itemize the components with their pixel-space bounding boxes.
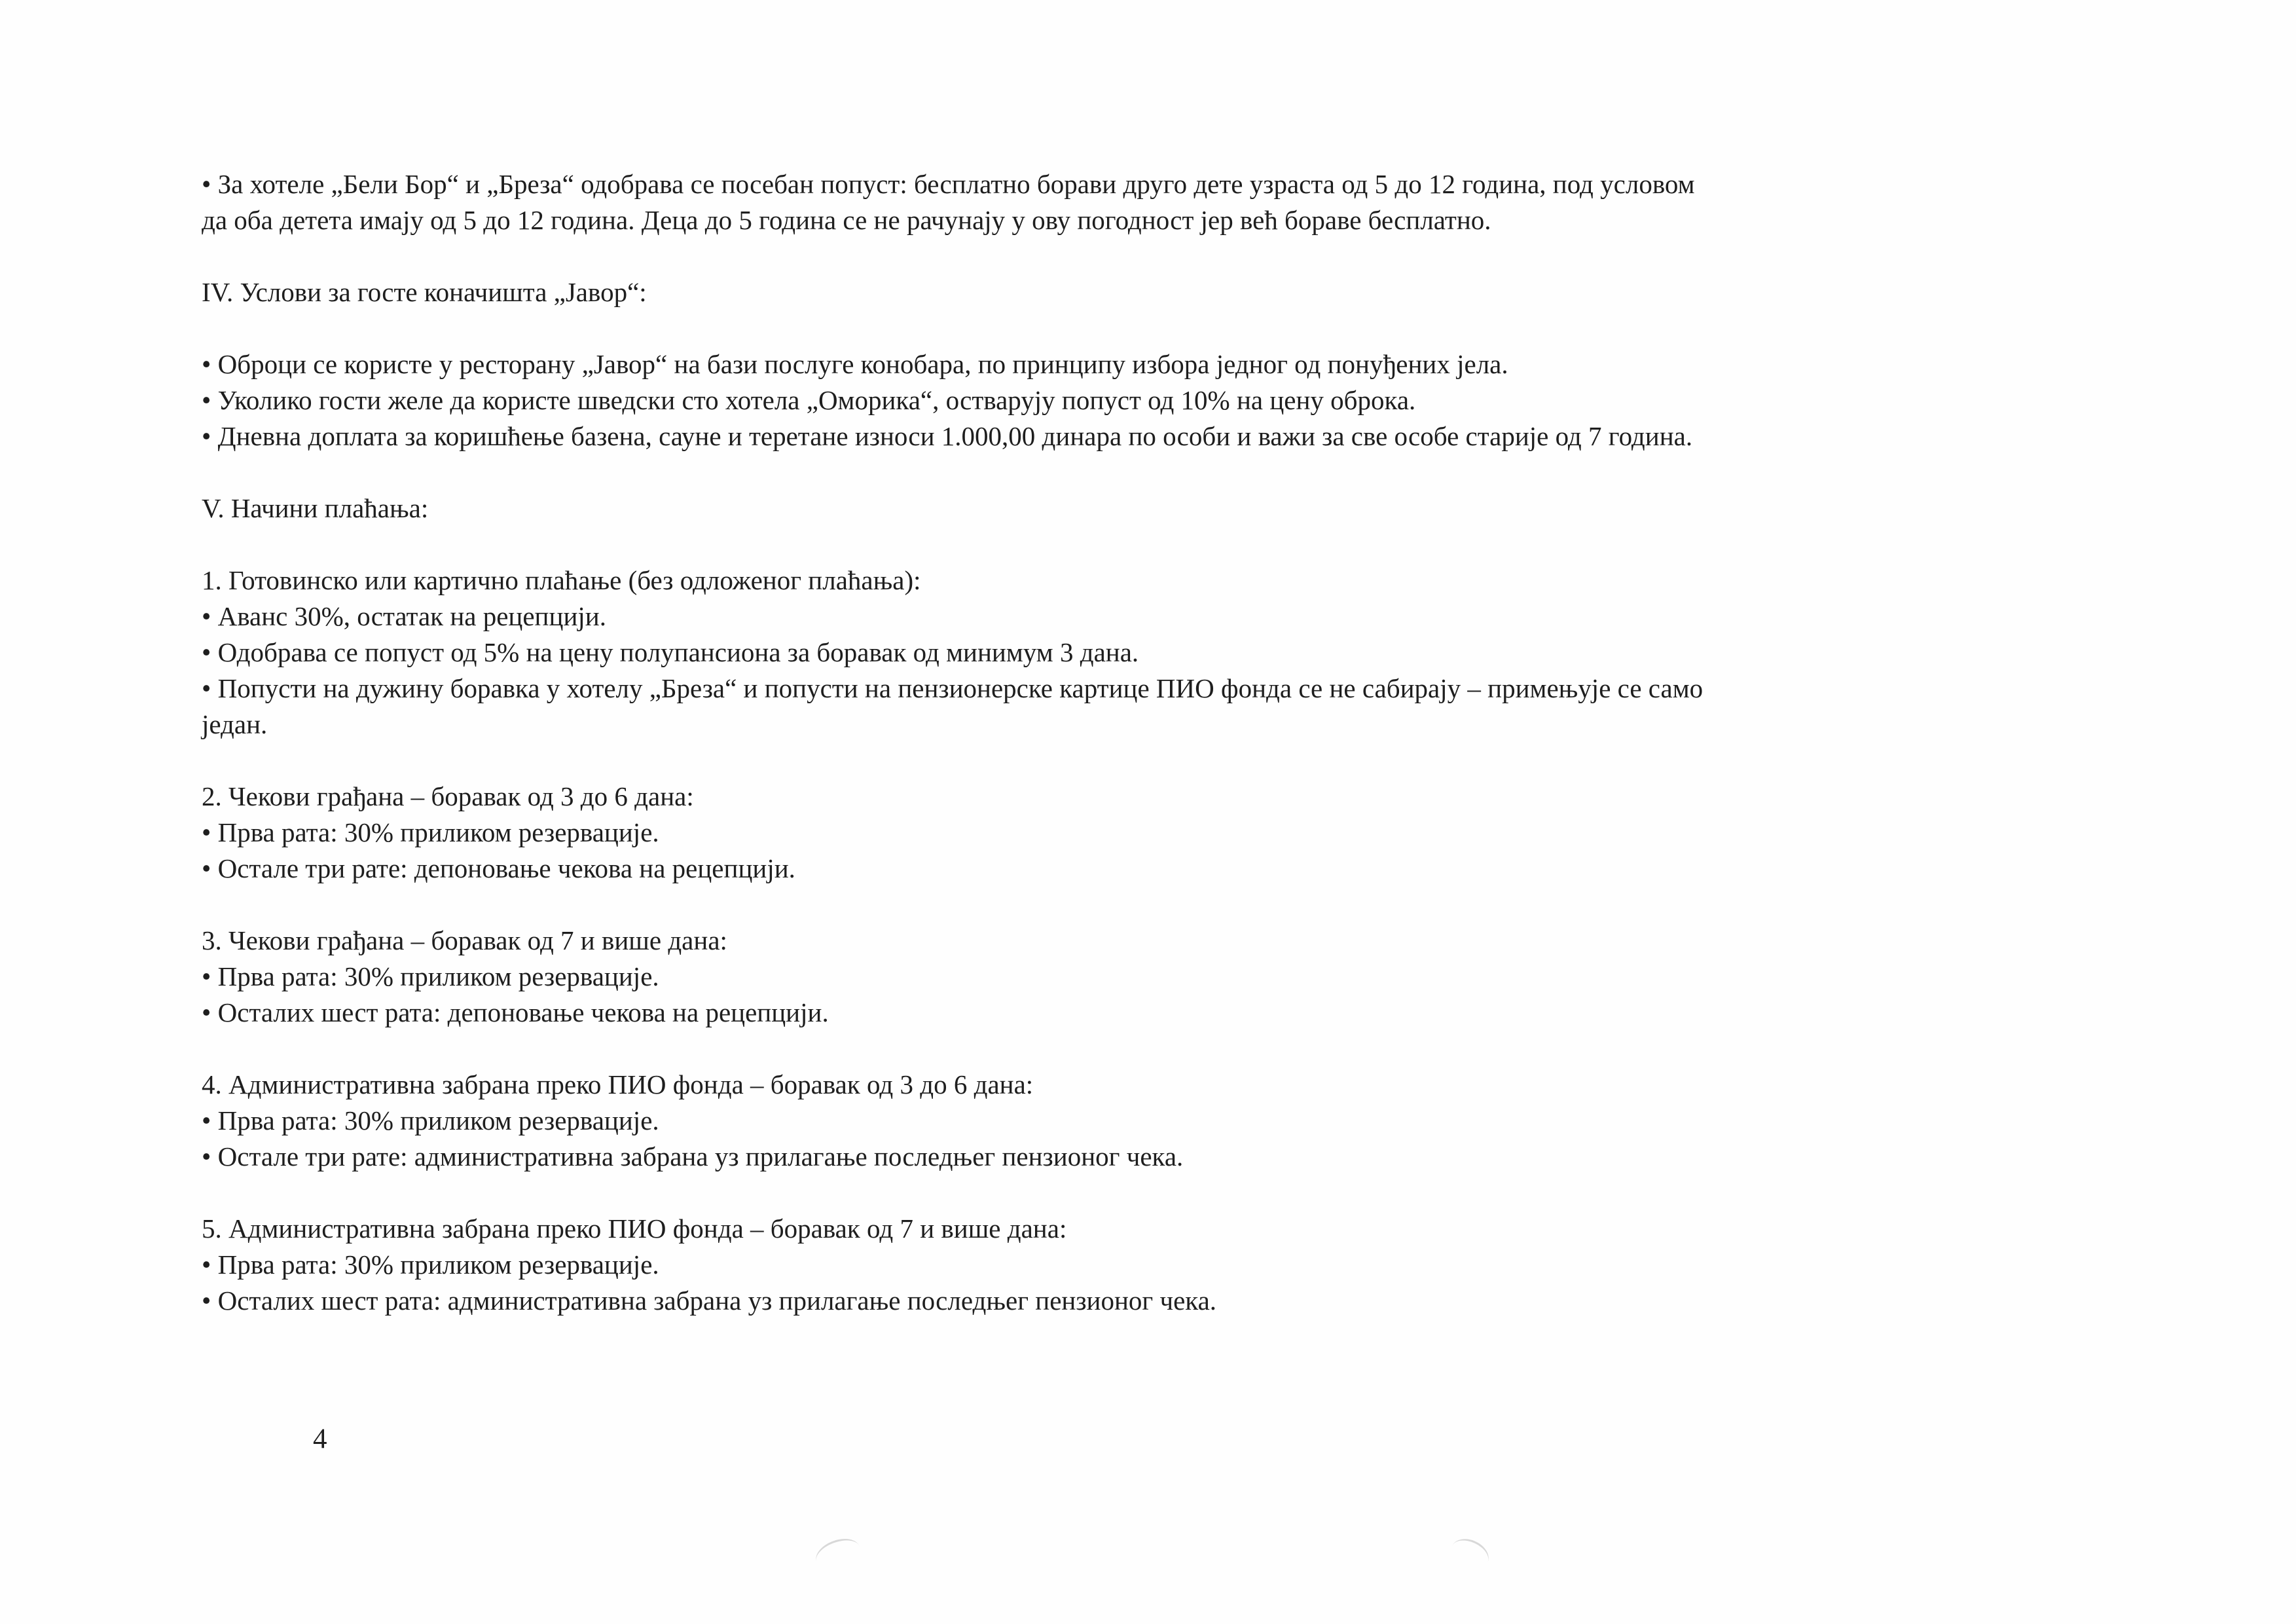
bullet-line: • Прва рата: 30% приликом резервације. bbox=[202, 1105, 659, 1135]
bullet-line: • Осталих шест рата: депоновање чекова на рецепцији. bbox=[202, 997, 829, 1027]
paragraph-gap bbox=[202, 526, 1969, 563]
bullet-line: • Аванс 30%, остатак на рецепцији. bbox=[202, 601, 606, 631]
paragraph-gap bbox=[202, 887, 1969, 923]
paragraph-line: да оба детета имају од 5 до 12 година. Деца до 5 година се не рачунају у ову погодност јер већ бораве бесплатно. bbox=[202, 205, 1491, 235]
bullet-line: • Попусти на дужину боравка у хотелу „Бреза“ и попусти на пензионерске картице ПИО фонда се не сабирају – примењује се само bbox=[202, 673, 1704, 703]
scan-mark-right bbox=[1446, 1533, 1494, 1575]
subsection-heading: 5. Административна забрана преко ПИО фонда – боравак од 7 и више дана: bbox=[202, 1213, 1067, 1244]
paragraph-gap bbox=[202, 1031, 1969, 1067]
bullet-line: • Прва рата: 30% приликом резервације. bbox=[202, 817, 659, 847]
paragraph-gap bbox=[202, 238, 1969, 274]
bullet-line: • Уколико гости желе да користе шведски сто хотела „Оморика“, остварују попуст од 10% на цену оброка. bbox=[202, 385, 1416, 415]
paragraph-line: • За хотеле „Бели Бор“ и „Бреза“ одобрава се посебан попуст: бесплатно борави друго дете узраста од 5 до 12 година, под условом bbox=[202, 169, 1695, 199]
bullet-line: • Остале три рате: депоновање чекова на рецепцији. bbox=[202, 853, 795, 883]
bullet-line: • Дневна доплата за коришћење базена, сауне и теретане износи 1.000,00 динара по особи и важи за све особе старије од 7 година. bbox=[202, 421, 1693, 451]
paragraph-gap bbox=[202, 743, 1969, 779]
bullet-line: • Остале три рате: административна забрана уз прилагање последњег пензионог чека. bbox=[202, 1141, 1184, 1172]
bullet-line: • Оброци се користе у ресторану „Јавор“ на бази послуге конобара, по принципу избора једног од понуђених јела. bbox=[202, 349, 1508, 379]
bullet-line: • Прва рата: 30% приликом резервације. bbox=[202, 1249, 659, 1280]
bullet-line: • Осталих шест рата: административна забрана уз прилагање последњег пензионог чека. bbox=[202, 1285, 1217, 1316]
section-heading: V. Начини плаћања: bbox=[202, 493, 429, 523]
subsection-heading: 4. Административна забрана преко ПИО фонда – боравак од 3 до 6 дана: bbox=[202, 1069, 1034, 1099]
paragraph-gap bbox=[202, 454, 1969, 490]
document-body bbox=[202, 166, 1969, 1319]
section-heading: IV. Услови за госте коначишта „Јавор“: bbox=[202, 277, 647, 307]
bullet-continuation: један. bbox=[202, 709, 268, 739]
paragraph-gap bbox=[202, 310, 1969, 346]
scan-mark-left bbox=[812, 1533, 864, 1575]
subsection-heading: 2. Чекови грађана – боравак од 3 до 6 дана: bbox=[202, 781, 694, 811]
page-number: 4 bbox=[313, 1424, 327, 1454]
bullet-line: • Одобрава се попуст од 5% на цену полупансиона за боравак од минимум 3 дана. bbox=[202, 637, 1139, 667]
subsection-heading: 3. Чекови грађана – боравак од 7 и више дана: bbox=[202, 925, 727, 955]
subsection-heading: 1. Готовинско или картично плаћање (без одложеног плаћања): bbox=[202, 565, 921, 595]
bullet-line: • Прва рата: 30% приликом резервације. bbox=[202, 961, 659, 991]
paragraph-gap bbox=[202, 1175, 1969, 1211]
